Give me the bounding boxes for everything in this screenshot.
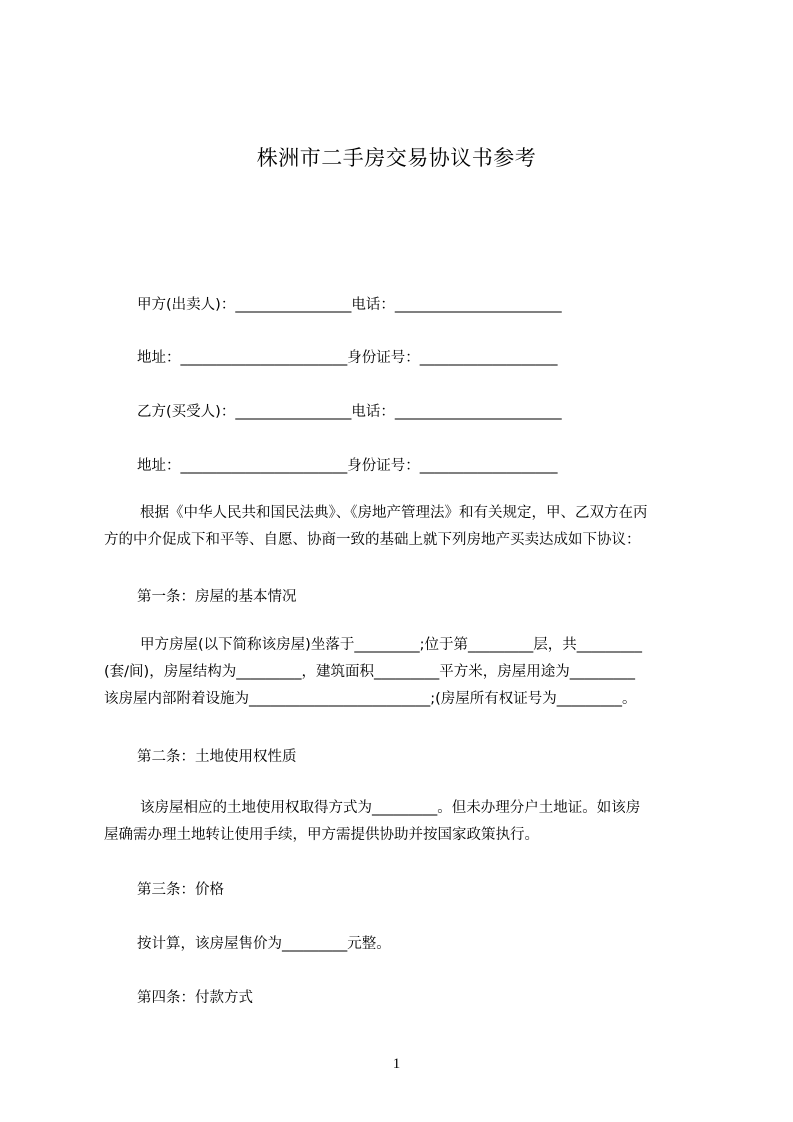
preamble-paragraph	[104, 500, 704, 554]
document-title: 株洲市二手房交易协议书参考	[256, 146, 537, 170]
page-number: 1	[392, 1056, 401, 1072]
article-1-heading: 第一条：房屋的基本情况	[137, 589, 297, 605]
article-2-line-1: 该房屋相应的土地使用权取得方式为_________。但未办理分户土地证。如该房	[140, 800, 641, 816]
article-1-line-3: 该房屋内部附着设施为_________________________;(房屋所有权证号为_________。	[104, 691, 637, 707]
preamble-line-2: 方的中介促成下和平等、自愿、协商一致的基础上就下列房地产买卖达成如下协议：	[104, 532, 641, 548]
article-3-heading: 第三条：价格	[137, 882, 224, 898]
article-2-paragraph	[104, 795, 704, 849]
article-1-line-2: (套/间)，房屋结构为_________，建筑面积_________平方米，房屋用途为_________	[104, 664, 635, 680]
preamble-line-1: 根据《中华人民共和国民法典》、《房地产管理法》和有关规定，甲、乙双方在丙	[140, 505, 648, 521]
article-2-heading: 第二条：土地使用权性质	[137, 749, 297, 765]
party-a-contact-line: 甲方(出卖人)：________________电话：_______________________	[137, 297, 562, 313]
article-3-price-line: 按计算，该房屋售价为_________元整。	[137, 936, 391, 952]
party-b-contact-line: 乙方(买受人)：________________电话：_______________________	[137, 404, 562, 420]
party-b-address-line: 地址：_______________________身份证号：___________________	[137, 458, 558, 474]
article-1-paragraph	[104, 632, 704, 713]
article-1-line-1: 甲方房屋(以下简称该房屋)坐落于_________;位于第_________层，共_________	[140, 637, 642, 653]
party-a-address-line: 地址：_______________________身份证号：___________________	[137, 350, 558, 366]
article-2-line-2: 屋确需办理土地转让使用手续，甲方需提供协助并按国家政策执行。	[104, 827, 539, 843]
article-4-heading: 第四条：付款方式	[137, 990, 253, 1006]
